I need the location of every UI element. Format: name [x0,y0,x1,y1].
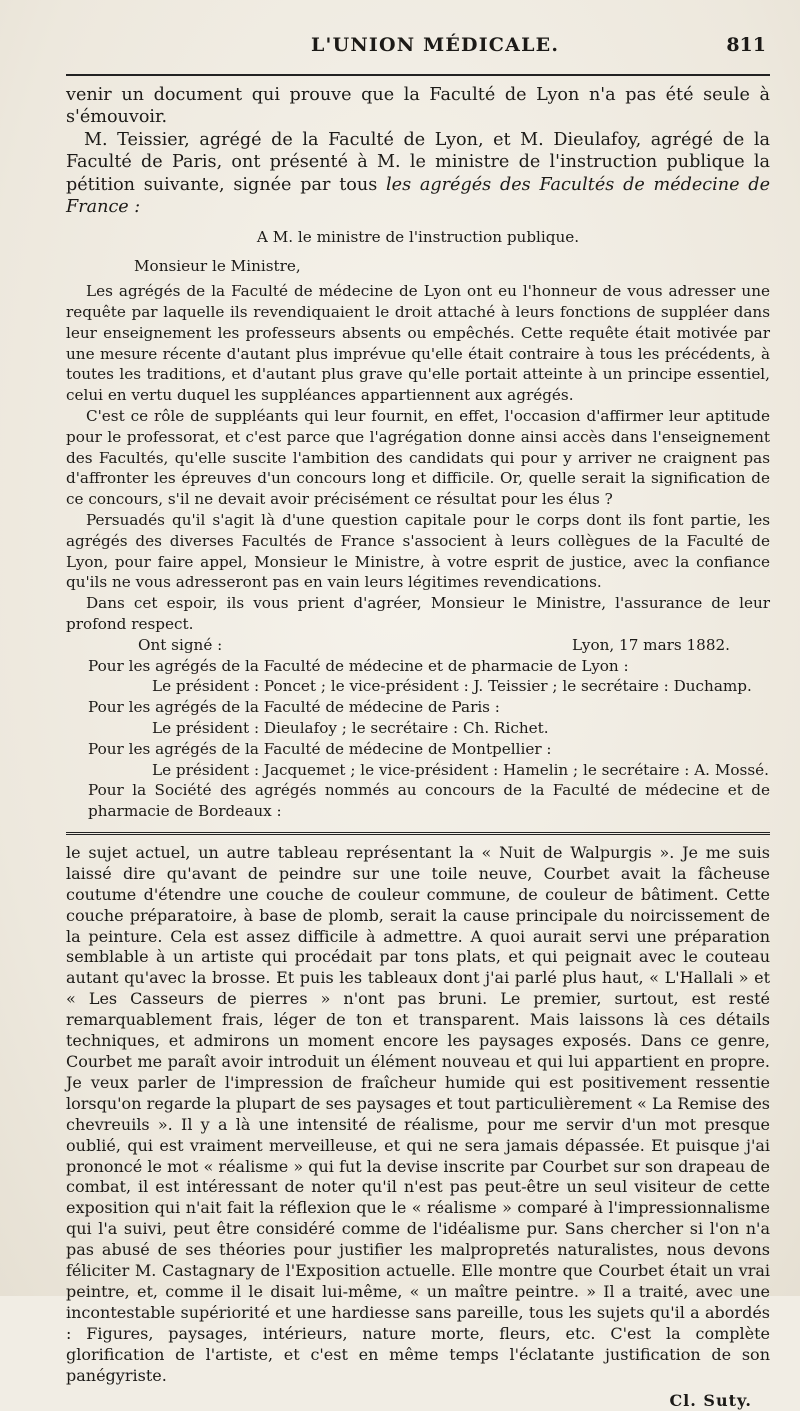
intro-paragraph-2 [66,129,770,219]
intro-paragraph-2-italic: les agrégés des Facultés de médecine de France : [66,174,770,218]
feuilleton-article [66,843,770,1411]
intro-paragraph-2-text: M. Teissier, agrégé de la Faculté de Lyon, et M. Dieulafoy, agrégé de la Faculté de Paris, ont présenté à M. le ministre de l'instruction publique la pétition suivante, signée par tous [66,129,770,195]
signatory-group-name: Pour la Société des agrégés nommés au concours de la Faculté de médecine et de pharmacie de Bordeaux : [88,781,770,821]
signed-label: Ont signé : [138,635,223,654]
article-signature: Cl. Suty. [669,1390,752,1410]
page-number: 811 [726,34,766,56]
signatory-officers: Le président : Poncet ; le vice-président : J. Teissier ; le secrétaire : Duchamp. [152,677,752,696]
header-rule [66,74,770,76]
signatory-group-name: Pour les agrégés de la Faculté de médecine de Montpellier : [88,739,552,758]
letter-paragraph: Persuadés qu'il s'agit là d'une question capitale pour le corps dont ils font partie, les agrégés des diverses Facultés de France s'associent à leurs collègues de la Faculté de Lyon, pour faire appel, Monsieur le Ministre, à votre esprit de justice, avec la confiance qu'ils ne vous adresseront pas en vain leurs légitimes revendications. [66,511,770,592]
article-text: le sujet actuel, un autre tableau représentant la « Nuit de Walpurgis ». Je me suis laissé dire qu'avant de peindre sur une toile neuve, Courbet avait la fâcheuse coutume d'étendre une couche de couleur commune, de couleur de bâtiment. Cette couche préparatoire, à base de plomb, serait la cause principale du noircissement de la peinture. Cela est assez difficile à admettre. A quoi aurait servi une préparation semblable à un artiste qui procédait par tons plats, et qui peignait avec le couteau autant qu'avec la brosse. Et puis les tableaux dont j'ai parlé plus haut, « L'Hallali » et « Les Casseurs de pierres » n'ont pas bruni. Le premier, surtout, est resté remarquablement frais, léger de ton et transparent. Mais laissons là ces détails techniques, et admirons un moment encore les paysages exposés. Dans ce genre, Courbet me paraît avoir introduit un élément nouveau et qui lui appartient en propre. Je veux parler de l'impression de fraîcheur humide qui est positivement ressentie lorsqu'on regarde la plupart de ses paysages et tout particulièrement « La Remise des chevreuils ». Il y a là une intensité de réalisme, pour me servir d'un mot presque oublié, qui est vraiment merveilleuse, et qui ne sera jamais dépassée. Et puisque j'ai prononcé le mot « réalisme » qui fut la devise inscrite par Courbet sur son drapeau de combat, il est intéressant de noter qu'il n'est pas peut-être un seul visiteur de cette exposition qui n'ait fait la réflexion que le « réalisme » comparé à l'impressionnalisme qui l'a suivi, peut être considéré comme de l'idéalisme pur. Sans chercher si l'on n'a pas abusé de ses théories pour justifier les malpropretés naturalistes, nous devons féliciter M. Castagnary de l'Exposition actuelle. Elle montre que Courbet était un vrai peintre, et, comme il le disait lui-même, « un maître peintre. » Il a traité, avec une incontestable supériorité et une hardiesse sans pareille, tous les sujets qu'il a abordés : Figures, paysages, intérieurs, nature morte, fleurs, etc. C'est la complète glorification de l'artiste, et c'est en même temps l'éclatante justification de son panégyriste. [66,842,770,1385]
signed-dateline [66,635,770,656]
signatory-group [66,780,770,822]
signatory-officers: Le président : Dieulafoy ; le secrétaire : Ch. Richet. [152,718,549,737]
intro-paragraph-1: venir un document qui prouve que la Faculté de Lyon n'a pas été seule à s'émouvoir. [66,85,770,128]
signatory-group [66,739,770,781]
letter-paragraph: C'est ce rôle de suppléants qui leur fournit, en effet, l'occasion d'affirmer leur aptitude pour le professorat, et c'est parce que l'agrégation donne ainsi accès dans l'enseignement des Facultés, qu'elle suscite l'ambition des candidats qui pour y arriver ne craignent pas d'affronter les épreuves d'un concours long et difficile. Or, quelle serait la signification de ce concours, s'il ne devait avoir précisément ce résultat pour les élus ? [66,407,770,509]
petition-letter [66,256,770,822]
letter-paragraph: Les agrégés de la Faculté de médecine de Lyon ont eu l'honneur de vous adresser une requête par laquelle ils revendiquaient le droit attaché à leurs fonctions de suppléer dans leur enseignement les professeurs absents ou empêchés. Cette requête était motivée par une mesure récente d'autant plus imprévue qu'elle était contraire à tous les précédents, à toutes les traditions, et d'autant plus grave qu'elle portait atteinte à un principe essentiel, celui en vertu duquel les suppléances appartiennent aux agrégés. [66,282,770,405]
intro-section [66,84,770,218]
running-title: L'UNION MÉDICALE. [311,34,560,56]
letter-salutation: Monsieur le Ministre, [134,257,301,276]
page-header [66,34,770,68]
signatory-group-name: Pour les agrégés de la Faculté de médecine et de pharmacie de Lyon : [88,656,629,675]
letter-paragraph: Dans cet espoir, ils vous prient d'agréer, Monsieur le Ministre, l'assurance de leur profond respect. [66,594,770,633]
signatory-group [66,656,770,698]
section-divider [66,832,770,835]
signatory-group [66,697,770,739]
signatory-group-name: Pour les agrégés de la Faculté de médecine de Paris : [88,698,500,717]
signatory-officers: Le président : Jacquemet ; le vice-président : Hamelin ; le secrétaire : A. Mossé. [152,760,769,779]
letter-address: A M. le ministre de l'instruction publique. [256,228,580,247]
date-place: Lyon, 17 mars 1882. [572,635,730,654]
